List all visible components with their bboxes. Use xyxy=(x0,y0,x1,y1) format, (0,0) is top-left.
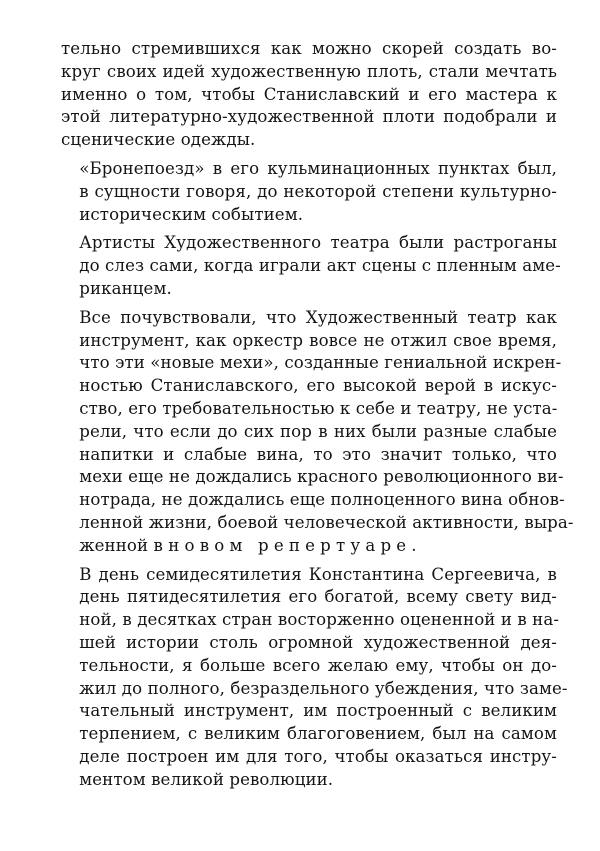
paragraph-5 xyxy=(61,564,568,792)
text-line: именно о том, чтобы Станиславский и его мастера к xyxy=(61,84,557,104)
text-fragment: . xyxy=(411,535,417,555)
text-line: историческим событием. xyxy=(79,204,304,224)
text-line: что эти «новые мехи», созданные гениальной искрен- xyxy=(79,353,562,373)
text-line: ленной жизни, боевой человеческой активности, выра- xyxy=(79,512,574,532)
text-line: нотрада, не дождались еще полноценного вина обнов- xyxy=(79,490,565,510)
text-line: деле построен им для того, чтобы оказаться инстру- xyxy=(79,746,557,766)
page-body xyxy=(61,38,574,798)
text-line: ментом великой революции. xyxy=(79,769,334,789)
text-line: рели, что если до сих пор в них были разные слабые xyxy=(79,421,557,441)
text-line: «Бронепоезд» в его кульминационных пунктах был, xyxy=(79,158,557,178)
text-line: жил до полного, безраздельного убеждения, что заме- xyxy=(79,678,568,698)
text-line: риканцем. xyxy=(79,278,172,298)
text-line: тельности, я больше всего желаю ему, чтобы он до- xyxy=(79,655,557,675)
paragraph-3 xyxy=(61,232,561,300)
text-line: этой литературно-художественной плоти подобрали и xyxy=(61,107,557,127)
paragraph-2 xyxy=(61,158,557,226)
text-line: ностью Станиславского, его высокой верой в искус- xyxy=(79,376,557,396)
text-fragment: женной в xyxy=(79,535,169,555)
text-line: Все почувствовали, что Художественный театр как xyxy=(79,307,557,327)
text-line: Артисты Художественного театра были растроганы xyxy=(79,233,557,253)
paragraph-1 xyxy=(61,38,557,152)
text-line: до слез сами, когда играли акт сцены с пленным аме- xyxy=(79,256,561,276)
text-line: ной, в десятках стран восторженно оцененной и в на- xyxy=(79,610,560,630)
text-line: тельно стремившихся как можно скорей создать во- xyxy=(61,39,557,58)
text-line: шей истории столь огромной художественной дея- xyxy=(79,632,557,652)
text-line: чательный инструмент, им построенный с великим xyxy=(79,701,557,721)
text-line: инструмент, как оркестр вовсе не отжил свое время, xyxy=(79,330,557,350)
text-line: напитки и слабые вина, то это значит только, что xyxy=(79,444,557,464)
text-line: В день семидесятилетия Константина Сергеевича, в xyxy=(79,564,557,584)
text-line: круг своих идей художественную плоть, стали мечтать xyxy=(61,61,557,81)
text-line: день пятидесятилетия его богатой, всему свету вид- xyxy=(79,587,557,607)
paragraph-4 xyxy=(61,307,574,558)
text-line: сценические одежды. xyxy=(61,130,256,150)
text-line-spaced-emphasis xyxy=(61,535,557,558)
text-line: ство, его требовательностью к себе и театру, не уста- xyxy=(79,398,558,418)
spaced-emphasis-text: новом репертуаре xyxy=(168,535,412,555)
text-line: мехи еще не дождались красного революционного ви- xyxy=(79,467,564,487)
text-line: в сущности говоря, до некоторой степени культурно- xyxy=(79,181,557,201)
text-line: терпением, с великим благоговением, был на самом xyxy=(79,724,557,744)
